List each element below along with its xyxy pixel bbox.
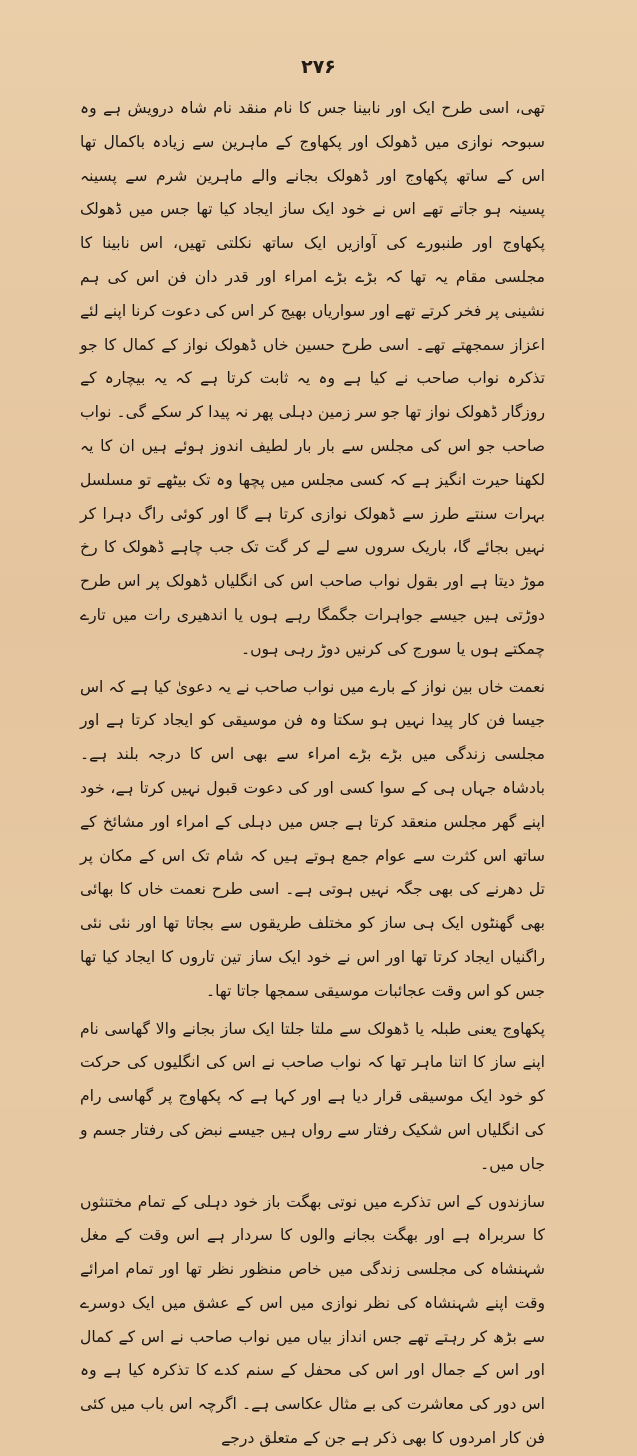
paragraph-4: سازندوں کے اس تذکرے میں نوتی بھگت باز خود دہلی کے تمام مختنثوں کا سربراہ ہے اور بھگت بجانے والوں کا سردار ہے اس وقت کے مغل شہنشاہ کی مجلسی زندگی میں خاص منظور نظر تھا اور تمام امرائے وقت اپنے شہنشاہ کی نظر نوازی میں اس کے عشق میں ایک دوسرے سے بڑھ کر رہتے تھے جس انداز بیاں میں نواب صاحب نے اس کے کمال اور اس کے جمال اور اس کی محفل کے سنم کدے کا تذکرہ کیا ہے وہ اس دور کی معاشرت کی بے مثال عکاسی ہے۔ اگرچہ اس باب میں کئی فن کار امردوں کا بھی ذکر ہے جن کے متعلق درجے [80, 1192, 545, 1448]
page-number: ۲۷۶ [301, 56, 336, 78]
body-text [80, 92, 545, 1456]
paragraph-3: پکھاوج یعنی طبلہ یا ڈھولک سے ملتا جلتا ایک ساز بجانے والا گھاسی نام اپنے ساز کا اتنا ماہر تھا کہ نواب صاحب نے اس کی انگلیوں کی حرکت کو خود ایک موسیقی قرار دیا ہے اور کہا ہے کہ پکھاوج پر گھاسی رام کی انگلیاں اس شکیک رفتار سے رواں ہیں جیسے نبض کی رفتار جسم و جاں میں۔ [80, 1019, 545, 1173]
paragraph-1: تھی، اسی طرح ایک اور نابینا جس کا نام منقد نام شاہ درویش ہے وہ سبوحہ نوازی میں ڈھولک اور پکھاوج کے ماہرین سے زیادہ باکمال تھا اس کے ساتھ پکھاوج اور ڈھولک بجانے والے ماہرین شرم سے پسینہ پسینہ ہو جاتے تھے اس نے خود ایک ساز ایجاد کیا تھا جس میں ڈھولک پکھاوج اور طنبورے کی آوازیں ایک ساتھ نکلتی تھیں، اس نابینا کا مجلسی مقام یہ تھا کہ بڑے بڑے امراء اور قدر دان فن اس کی ہم نشینی پر فخر کرتے تھے اور سواریاں بھیج کر اس کی دعوت کرنا اپنے لئے اعزاز سمجھتے تھے۔ اسی طرح حسین خاں ڈھولک نواز کے کمال کا جو تذکرہ نواب صاحب نے کیا ہے وہ یہ ثابت کرتا ہے کہ یہ بیچارہ کے روزگار ڈھولک نواز تھا جو سر زمین دہلی پھر نہ پیدا کر سکے گی۔ نواب صاحب جو اس کی مجلس سے بار بار لطیف اندوز ہوئے ہیں ان کا یہ لکھنا حیرت انگیز ہے کہ کسی مجلس میں پچھا وہ تک بیٹھے تو مسلسل بہرات سنتے طرز سے ڈھولک نوازی کرتا ہے گا اور کوئی راگ دہرا کر نہیں بجائے گا، باریک سروں سے لے کر گت تک جب چاہے ڈھولک کا رخ موڑ دیتا ہے اور بقول نواب صاحب اس کی انگلیاں ڈھولک پر اس طرح دوڑتی ہیں جیسے جواہرات جگمگا رہے ہوں یا اندھیری رات میں تارے چمکتے ہوں یا سورج کی کرنیں دوڑ رہی ہوں۔ [80, 99, 545, 658]
paragraph-2: نعمت خاں بین نواز کے بارے میں نواب صاحب نے یہ دعویٰ کیا ہے کہ اس جیسا فن کار پیدا نہیں ہو سکتا وہ فن موسیقی کو ایجاد کرتا ہے اور مجلسی زندگی میں بڑے بڑے امراء سے بھی اس کا درجہ بلند ہے۔ بادشاہ جہاں ہی کے سوا کسی اور کی دعوت قبول نہیں کرتا ہے، خود اپنے گھر مجلس منعقد کرتا ہے جس میں دہلی کے امراء اور مشائخ کے ساتھ اس کثرت سے عوام جمع ہوتے ہیں کہ شام تک اس کے مکان پر تل دھرنے کی بھی جگہ نہیں ہوتی ہے۔ اسی طرح نعمت خاں کا بھائی بھی گھنٹوں ایک ہی ساز کو مختلف طریقوں سے بجاتا تھا اور نئی نئی راگنیاں ایجاد کرتا تھا اور اس نے خود ایک ساز تین تاروں کا ایجاد کیا تھا جس کو اس وقت عجائبات موسیقی سمجھا جاتا تھا۔ [80, 677, 545, 1000]
